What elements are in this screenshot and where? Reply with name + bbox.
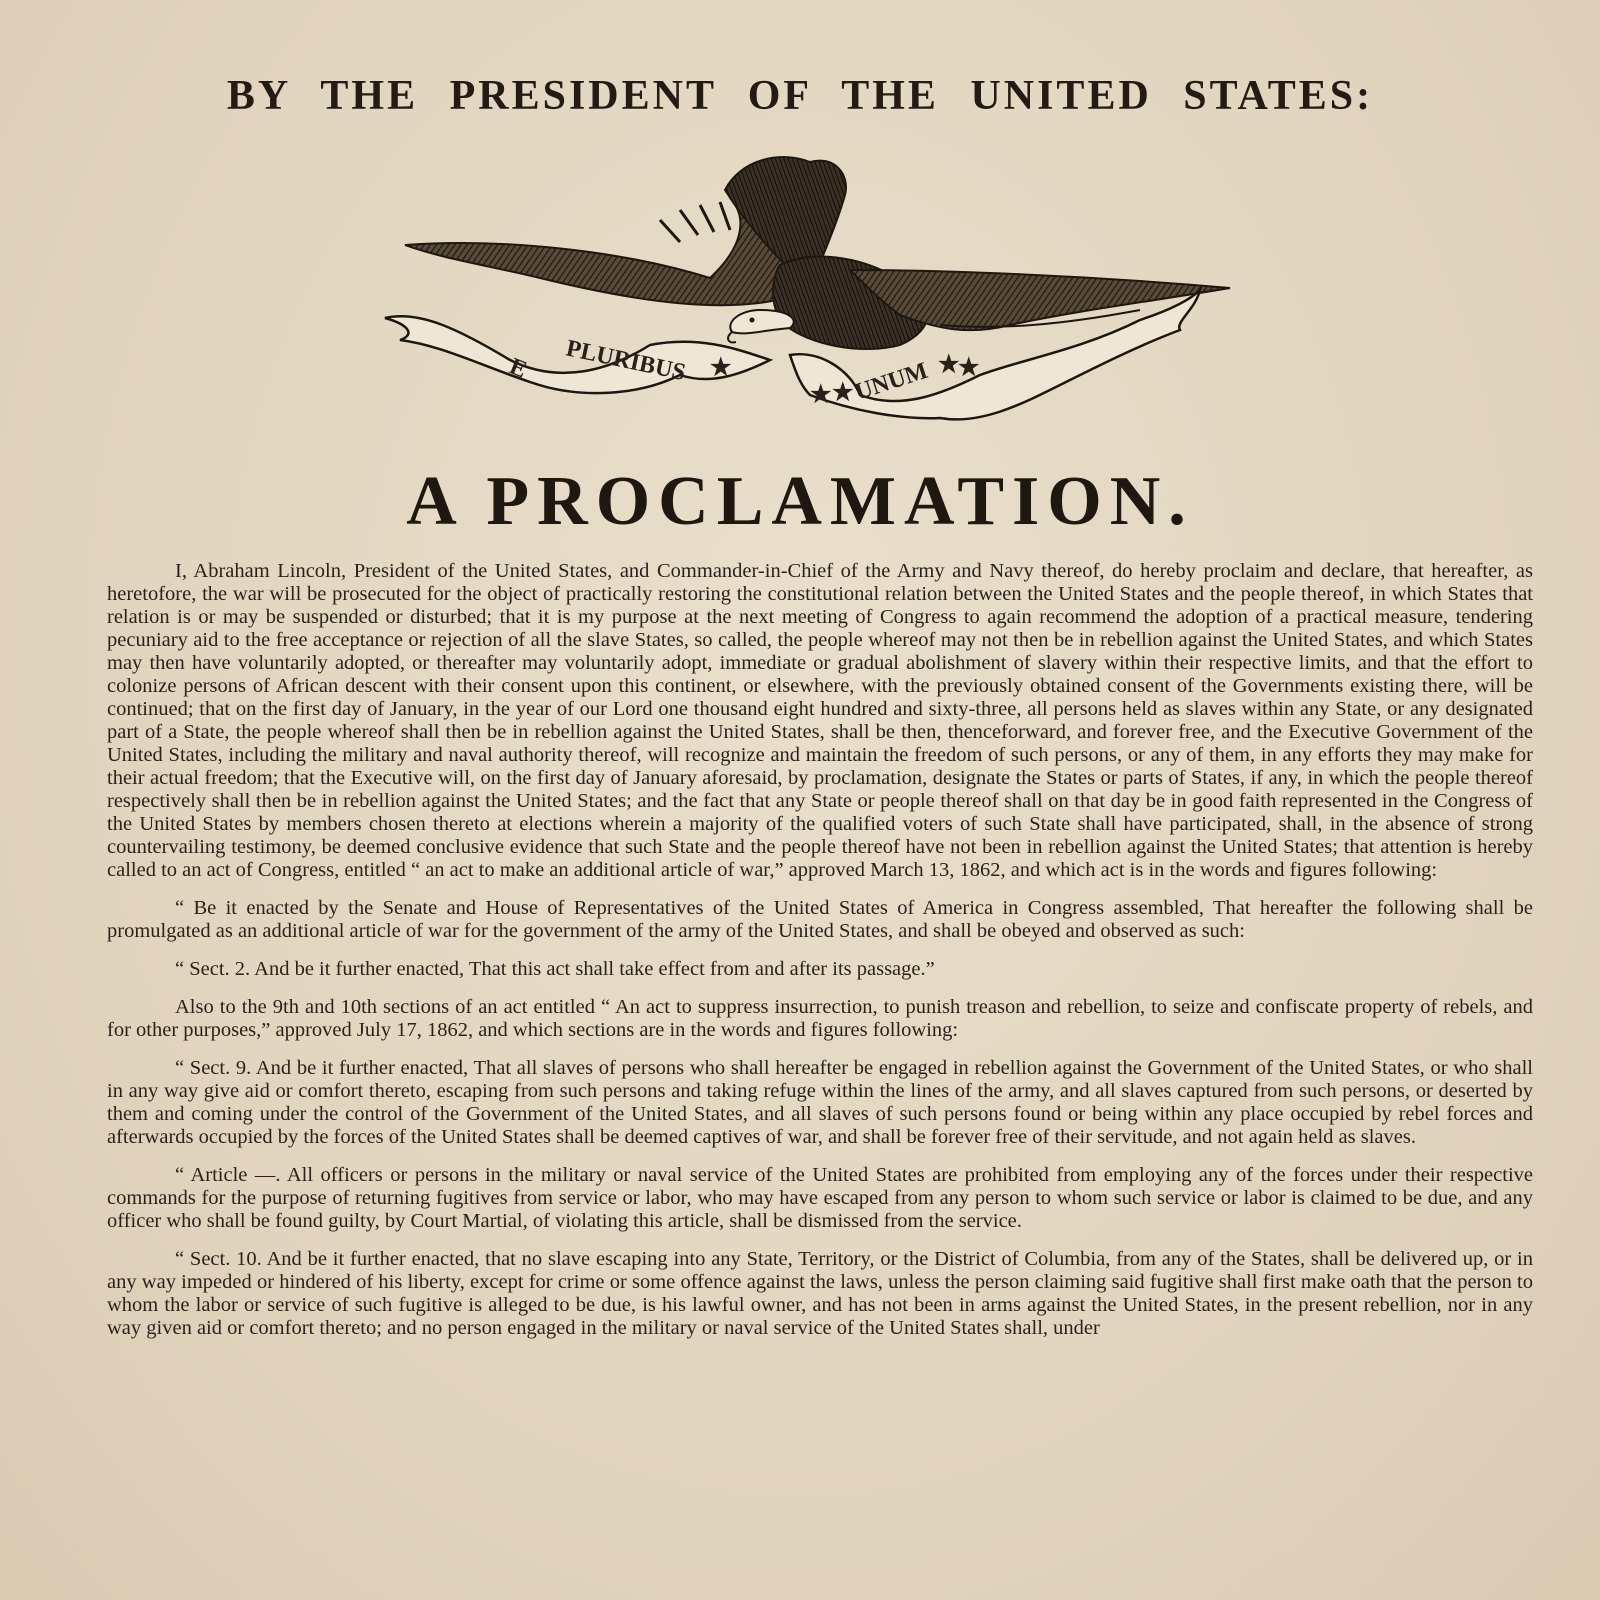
motto-star-right-a: ★ bbox=[810, 382, 832, 408]
eagle-seal-graphic bbox=[380, 150, 1240, 430]
heading: BY THE PRESIDENT OF THE UNITED STATES: bbox=[226, 73, 1374, 119]
motto-star-right-b: ★ bbox=[832, 380, 854, 406]
motto-unum: UNUM bbox=[851, 357, 931, 406]
paragraph-sect-10: “ Sect. 10. And be it further enacted, that no slave escaping into any State, Territory, or the District of Columbia, from any of the States, shall be delivered up, or in any way impeded or hindered of his liberty, except for crime or some offence against the laws, unless the person claiming said fugitive shall first make oath that the person to whom the labor or service of such fugitive is alleged to be due, is his lawful owner, and has not been in arms against the United States, in the present rebellion, nor in any way given aid or comfort thereto; and no person engaged in the military or naval service of the United States shall, under bbox=[107, 1248, 1533, 1339]
paragraph-enactment: “ Be it enacted by the Senate and House of Representatives of the United States of America in Congress assembled, That hereafter the following shall be promulgated as an additional article of war for the government of the army of the United States, and shall be obeyed and observed as such: bbox=[107, 897, 1533, 942]
proclamation-body bbox=[107, 560, 1533, 1355]
paragraph-preamble: I, Abraham Lincoln, President of the United States, and Commander-in-Chief of the Army and Navy thereof, do hereby proclaim and declare, that hereafter, as heretofore, the war will be prosecuted for the object of practically restoring the constitutional relation between the United States and the people thereof, in which States that relation is or may be suspended or disturbed; that it is my purpose at the next meeting of Congress to again recommend the adoption of a practical measure, tendering pecuniary aid to the free acceptance or rejection of all the slave States, so called, the people whereof may not then be in rebellion against the United States, and which States may then have voluntarily adopted, or thereafter may voluntarily adopt, immediate or gradual abolishment of slavery within their respective limits, and that the effort to colonize persons of African descent with their consent upon this continent, or elsewhere, with the previously obtained consent of the Governments existing there, will be continued; that on the first day of January, in the year of our Lord one thousand eight hundred and sixty-three, all persons held as slaves within any State, or any designated part of a State, the people whereof shall then be in rebellion against the United States, shall be then, thenceforward, and forever free, and the Executive Government of the United States, including the military and naval authority thereof, will recognize and maintain the freedom of such persons, or any of them, in any efforts they may make for their actual freedom; that the Executive will, on the first day of January aforesaid, by proclamation, designate the States or parts of States, if any, in which the people thereof respectively shall then be in rebellion against the United States; and the fact that any State or people thereof shall on that day be in good faith represented in the Congress of the United States by members chosen thereto at elections wherein a majority of the qualified voters of such State shall have participated, shall, in the absence of strong countervailing testimony, be deemed conclusive evidence that such State and the people thereof have not been in rebellion against the United States; that attention is hereby called to an act of Congress, entitled “ an act to make an additional article of war,” approved March 13, 1862, and which act is in the words and figures following: bbox=[107, 560, 1533, 881]
motto-star-left: ★ bbox=[710, 355, 732, 381]
paragraph-article: “ Article —. All officers or persons in the military or naval service of the United States are prohibited from employing any of the forces under their respective commands for the purpose of returning fugitives from service or labor, who may have escaped from any person to whom such service or labor is claimed to be due, and any officer who shall be found guilty, by Court Martial, of violating this article, shall be dismissed from the service. bbox=[107, 1164, 1533, 1232]
motto-star-right-d: ★ bbox=[958, 355, 980, 381]
motto-e: E bbox=[505, 353, 531, 384]
eagle-head bbox=[730, 310, 793, 333]
motto-star-right-c: ★ bbox=[938, 352, 960, 378]
motto-pluribus: PLURIBUS bbox=[563, 335, 688, 387]
eagle-seal bbox=[380, 150, 1240, 430]
paragraph-also: Also to the 9th and 10th sections of an act entitled “ An act to suppress insurrection, to punish treason and rebellion, to seize and confiscate property of rebels, and for other purposes,” approved July 17, 1862, and which sections are in the words and figures following: bbox=[107, 996, 1533, 1041]
paragraph-sect-2: “ Sect. 2. And be it further enacted, That this act shall take effect from and after its passage.” bbox=[175, 958, 935, 980]
paragraph-sect-9: “ Sect. 9. And be it further enacted, That all slaves of persons who shall hereafter be engaged in rebellion against the Government of the United States, or who shall in any way give aid or comfort thereto, escaping from such persons and taking refuge within the lines of the army, and all slaves captured from such persons, or deserted by them and coming under the control of the Government of the United States, and all slaves of such persons found or being within any place occupied by rebel forces and afterwards occupied by the forces of the United States shall be deemed captives of war, and shall be forever free of their servitude, and not again held as slaves. bbox=[107, 1057, 1533, 1148]
proclamation-title: A PROCLAMATION. bbox=[406, 463, 1194, 540]
